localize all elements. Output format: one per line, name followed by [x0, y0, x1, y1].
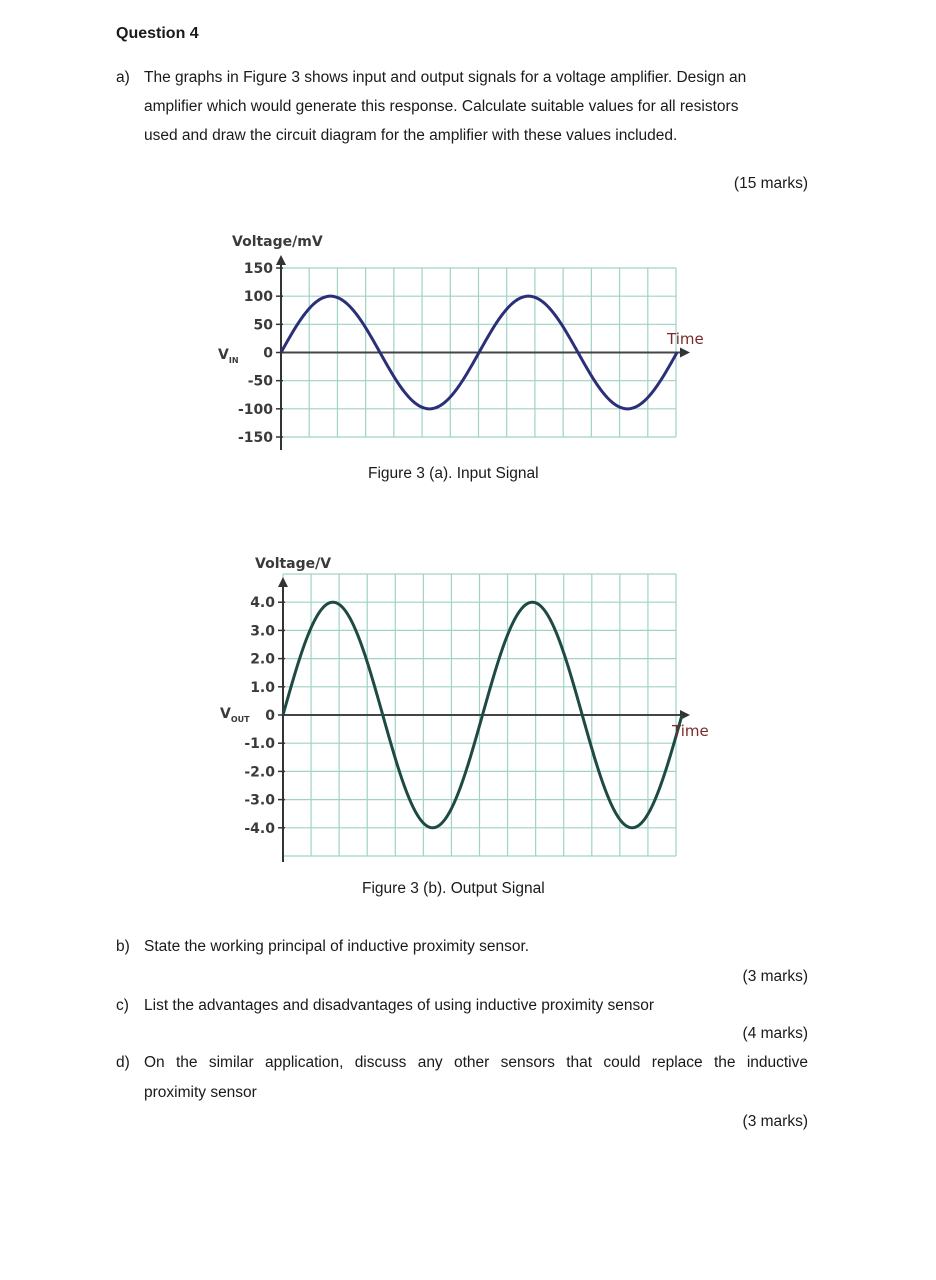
part-b-label: b): [116, 938, 130, 955]
output-x-axis-title: Time: [672, 722, 709, 740]
output-signal-sub: OUT: [230, 715, 250, 724]
y-tick-label: -4.0: [244, 820, 275, 837]
part-a-line-1: The graphs in Figure 3 shows input and output signals for a voltage amplifier. Design an: [144, 69, 747, 86]
y-tick-label: -1.0: [244, 736, 275, 753]
part-c-text: List the advantages and disadvantages of using inductive proximity sensor: [144, 997, 655, 1014]
y-tick-label: 1.0: [250, 679, 275, 696]
y-tick-label: 4.0: [250, 595, 275, 612]
input-x-axis-title: Time: [667, 330, 704, 348]
part-a-label: a): [116, 69, 130, 86]
figure-3b-caption: Figure 3 (b). Output Signal: [362, 880, 545, 897]
input-y-axis-title: Voltage/mV: [232, 234, 323, 250]
part-d-line-1: On the similar application, discuss any other sensors that could replace the inductive: [144, 1054, 808, 1071]
y-tick-label: 3.0: [250, 623, 275, 640]
output-y-axis-title: Voltage/V: [255, 556, 332, 572]
figure-3a-caption: Figure 3 (a). Input Signal: [368, 465, 539, 482]
y-tick-label: -2.0: [244, 764, 275, 781]
y-axis-arrow: [276, 255, 286, 265]
y-tick-label: 0: [263, 345, 273, 362]
y-tick-label: -150: [237, 430, 273, 446]
output-signal-label: [220, 706, 250, 724]
input-signal-v: V: [218, 347, 229, 363]
part-a-marks: (15 marks): [733, 175, 808, 192]
part-a-line-3: used and draw the circuit diagram for the amplifier with these values included.: [144, 127, 678, 144]
y-tick-label: 50: [253, 317, 273, 334]
question-title: Question 4: [116, 25, 199, 42]
part-c-label: c): [116, 997, 129, 1014]
y-tick-label: 150: [243, 261, 273, 277]
output-signal-chart: [220, 556, 709, 862]
y-tick-label: 0: [265, 708, 275, 724]
part-d-label: d): [116, 1054, 130, 1071]
part-c-marks: (4 marks): [742, 1025, 808, 1042]
y-tick-label: -3.0: [244, 792, 275, 809]
x-axis-arrow: [680, 348, 690, 358]
output-signal-v: V: [220, 706, 231, 722]
y-tick-label: -100: [237, 401, 273, 418]
part-b-marks: (3 marks): [742, 968, 808, 985]
y-tick-label: 100: [243, 289, 273, 306]
input-signal-sub: IN: [228, 356, 239, 365]
input-signal-chart: [218, 234, 704, 450]
part-d-line-2: proximity sensor: [144, 1084, 257, 1101]
input-signal-label: [218, 347, 239, 365]
part-b-text: State the working principal of inductive proximity sensor.: [144, 938, 530, 955]
output-y-ticks: [244, 595, 285, 837]
part-a-line-2: amplifier which would generate this response. Calculate suitable values for all resistors: [144, 98, 739, 115]
y-tick-label: -50: [247, 373, 273, 390]
part-d-marks: (3 marks): [742, 1113, 808, 1130]
input-y-ticks: [238, 261, 283, 446]
y-tick-label: 2.0: [250, 651, 275, 668]
